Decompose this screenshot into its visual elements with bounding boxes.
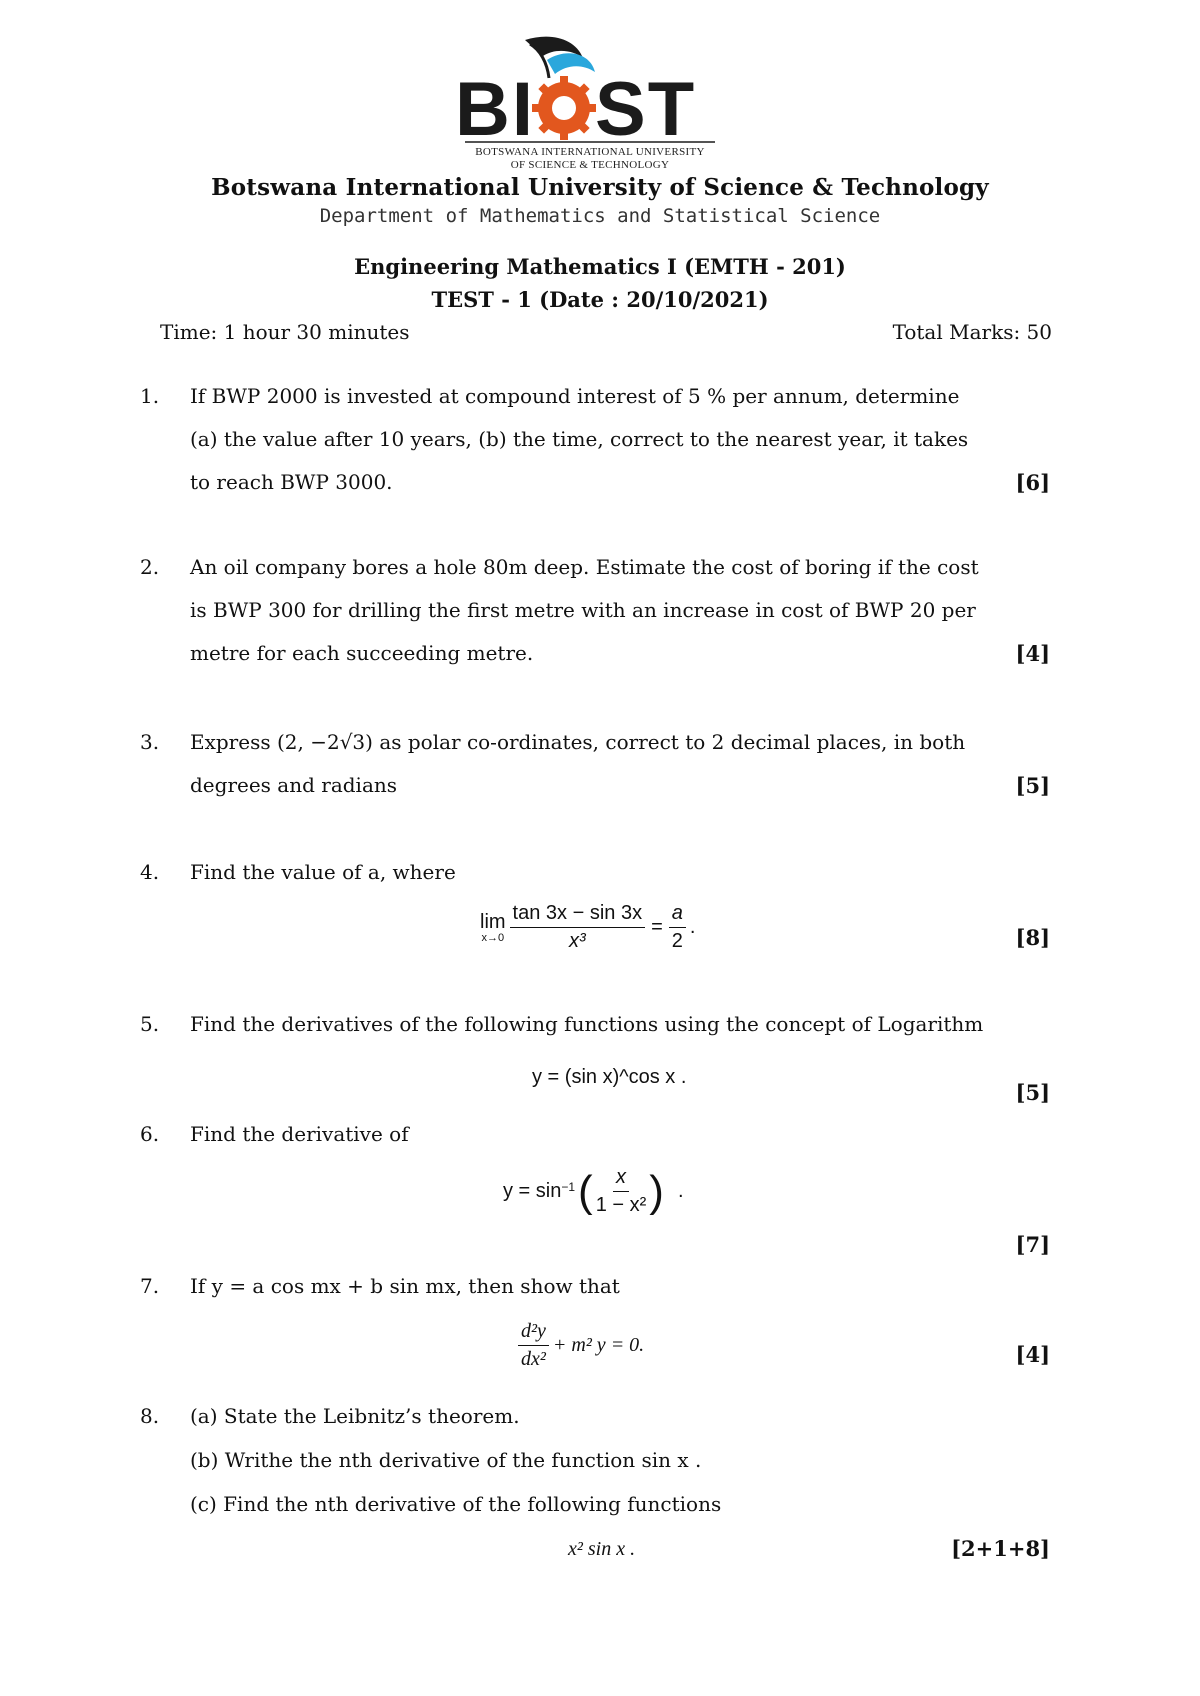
logo-tagline-1: BOTSWANA INTERNATIONAL UNIVERSITY <box>475 146 705 158</box>
question-marks: [7] <box>1015 1232 1050 1257</box>
logo-wordmark-left: BI <box>455 67 535 152</box>
university-name: Botswana International University of Science & Technology <box>211 174 989 201</box>
question-number: 7. <box>140 1274 160 1298</box>
department-name: Department of Mathematics and Statistical Science <box>319 205 881 227</box>
question-text-line: (a) State the Leibnitz’s theorem. <box>190 1404 520 1428</box>
equation-rest: + m² y = 0. <box>552 1334 645 1356</box>
question-number: 8. <box>140 1404 160 1428</box>
test-title: TEST - 1 (Date : 20/10/2021) <box>431 287 769 312</box>
question-text-line: If y = a cos mx + b sin mx, then show that <box>190 1274 620 1298</box>
equation-lhs: y = sin <box>503 1180 562 1202</box>
rhs-denominator: 2 <box>671 930 683 952</box>
question-number: 1. <box>140 384 160 408</box>
question-text-line: (c) Find the nth derivative of the following functions <box>190 1492 722 1516</box>
question-number: 4. <box>140 860 160 884</box>
limit-subscript: x→0 <box>481 932 505 944</box>
equation-numerator: d²y <box>518 1320 549 1346</box>
question-text-line: Find the derivative of <box>190 1122 409 1146</box>
limit-equation: lim x→0 $\frac{\tan 3x - \sin 3x}{\text{x³}}$ = $\frac{a}{2}$ . <box>480 902 696 952</box>
time-allowed: Time: 1 hour 30 minutes <box>160 320 410 344</box>
equation-numerator: x <box>613 1166 629 1192</box>
question-text-line: (b) Writhe the nth derivative of the function sin x . <box>190 1448 702 1472</box>
question-marks: [2+1+8] <box>951 1536 1050 1561</box>
log-derivative-equation: y = (sin x)^cos x . <box>532 1066 687 1088</box>
logo-wordmark-right: ST <box>595 67 697 152</box>
question-text-line: degrees and radians <box>190 773 398 797</box>
question-text-line: (a) the value after 10 years, (b) the time, correct to the nearest year, it takes <box>190 427 969 451</box>
equation-denominator: 1 − x² <box>595 1194 647 1216</box>
question-text-line: is BWP 300 for drilling the first metre with an increase in cost of BWP 20 per <box>190 598 976 622</box>
question-marks: [6] <box>1015 470 1050 495</box>
logo-tagline-2: OF SCIENCE & TECHNOLOGY <box>510 159 670 171</box>
course-title: Engineering Mathematics I (EMTH - 201) <box>354 254 846 279</box>
question-marks: [5] <box>1015 773 1050 798</box>
question-text-line: If BWP 2000 is invested at compound interest of 5 % per annum, determine <box>190 384 960 408</box>
equation-denominator: dx² <box>521 1348 546 1370</box>
question-text-line: metre for each succeeding metre. <box>190 641 534 665</box>
differential-equation <box>518 1320 644 1371</box>
question-marks: [8] <box>1015 925 1050 950</box>
limit-denominator: x³ <box>568 930 586 952</box>
limit-operator: lim <box>480 911 506 933</box>
question-marks: [4] <box>1015 1342 1050 1367</box>
question-text-line: An oil company bores a hole 80m deep. Estimate the cost of boring if the cost <box>190 555 979 579</box>
question-marks: [4] <box>1015 641 1050 666</box>
inverse-sine-equation: y = sin $^{-1}$ ( $\frac{x}{\text{1 − x²}}$ ) . <box>503 1166 684 1216</box>
equation-power: −1 <box>561 1180 576 1194</box>
question-number: 3. <box>140 730 160 754</box>
biust-logo-graphic <box>455 30 755 175</box>
question-text-line: to reach BWP 3000. <box>190 470 393 494</box>
question-text-line: Express (2, −2√3) as polar co-ordinates, correct to 2 decimal places, in both <box>190 730 966 754</box>
university-logo <box>455 30 755 175</box>
question-marks: [5] <box>1015 1080 1050 1105</box>
question-number: 5. <box>140 1012 160 1036</box>
total-marks: Total Marks: 50 <box>892 320 1052 344</box>
limit-numerator: tan 3x − sin 3x <box>510 902 646 928</box>
rhs-numerator: a <box>669 902 686 928</box>
question-text-line: Find the value of a, where <box>190 860 456 884</box>
question-number: 6. <box>140 1122 160 1146</box>
question-number: 2. <box>140 555 160 579</box>
question-text-line: Find the derivatives of the following functions using the concept of Logarithm <box>190 1012 984 1036</box>
nth-derivative-function: x² sin x . <box>568 1538 636 1560</box>
